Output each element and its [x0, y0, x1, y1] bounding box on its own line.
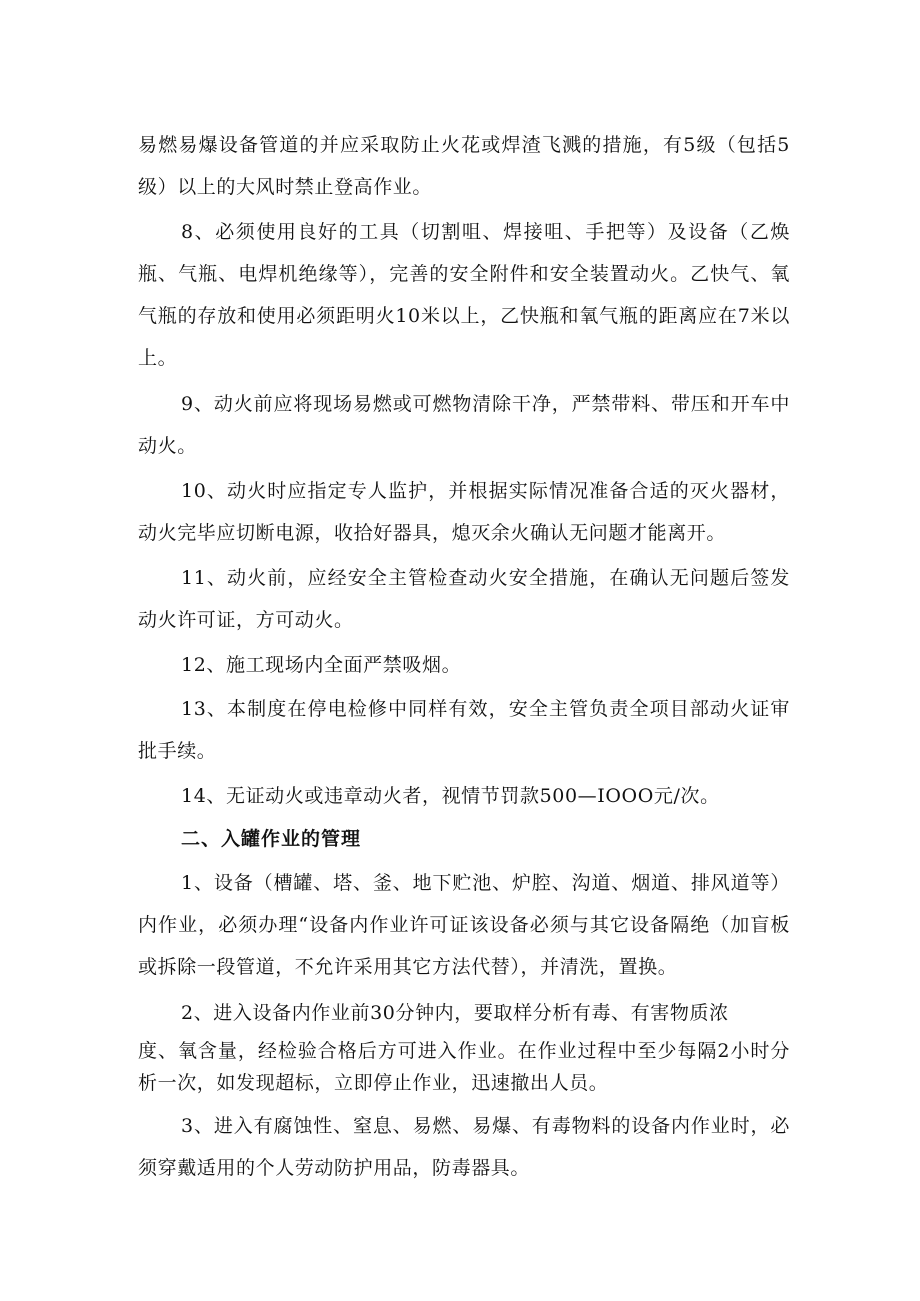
paragraph-item-9: 9、动火前应将现场易燃或可燃物清除干净，严禁带料、带压和开车中动火。 — [138, 393, 790, 457]
section-item-1: 1、设备（槽罐、塔、釜、地下贮池、炉腔、沟道、烟道、排风道等）内作业，必须办理“设备内作业许可证该设备必须与其它设备隔绝（加盲板或拆除一段管道，不允许采用其它方法代替），并清洗，置换。 — [138, 872, 790, 978]
paragraph-item-12: 12、施工现场内全面严禁吸烟。 — [181, 654, 462, 676]
section-heading: 二、入罐作业的管理 — [181, 828, 362, 850]
paragraph-item-13: 13、本制度在停电检修中同样有效，安全主管负责全项目部动火证审批手续。 — [138, 698, 790, 762]
section-item-2-start: 2、进入设备内作业前30分钟内，要取样分析有毒、有害物质浓 — [181, 1002, 729, 1024]
paragraph-item-10: 10、动火时应指定专人监护，并根据实际情况准备合适的灭火器材，动火完毕应切断电源，收拾好器具，熄灭余火确认无问题才能离开。 — [138, 480, 790, 544]
paragraph-item-11: 11、动火前，应经安全主管检查动火安全措施，在确认无问题后签发动火许可证，方可动火。 — [138, 567, 790, 631]
paragraph-continuation: 易燃易爆设备管道的并应采取防止火花或焊渣飞溅的措施，有5级（包括5级）以上的大风时禁止登高作业。 — [138, 134, 790, 198]
section-item-2-continuation: 度、氧含量，经检验合格后方可进入作业。在作业过程中至少每隔2小时分析一次，如发现超标，立即停止作业，迅速撤出人员。 — [138, 1040, 790, 1094]
paragraph-item-8: 8、必须使用良好的工具（切割咀、焊接咀、手把等）及设备（乙焕瓶、气瓶、电焊机绝缘等），完善的安全附件和安全装置动火。乙快气、氧气瓶的存放和使用必须距明火10米以上，乙快瓶和氧气瓶的距离应在7米以上。 — [138, 221, 790, 369]
section-item-3: 3、进入有腐蚀性、窒息、易燃、易爆、有毒物料的设备内作业时，必须穿戴适用的个人劳动防护用品，防毒器具。 — [138, 1115, 790, 1179]
paragraph-item-14: 14、无证动火或违章动火者，视情节罚款500—IOOO元/次。 — [181, 785, 720, 807]
